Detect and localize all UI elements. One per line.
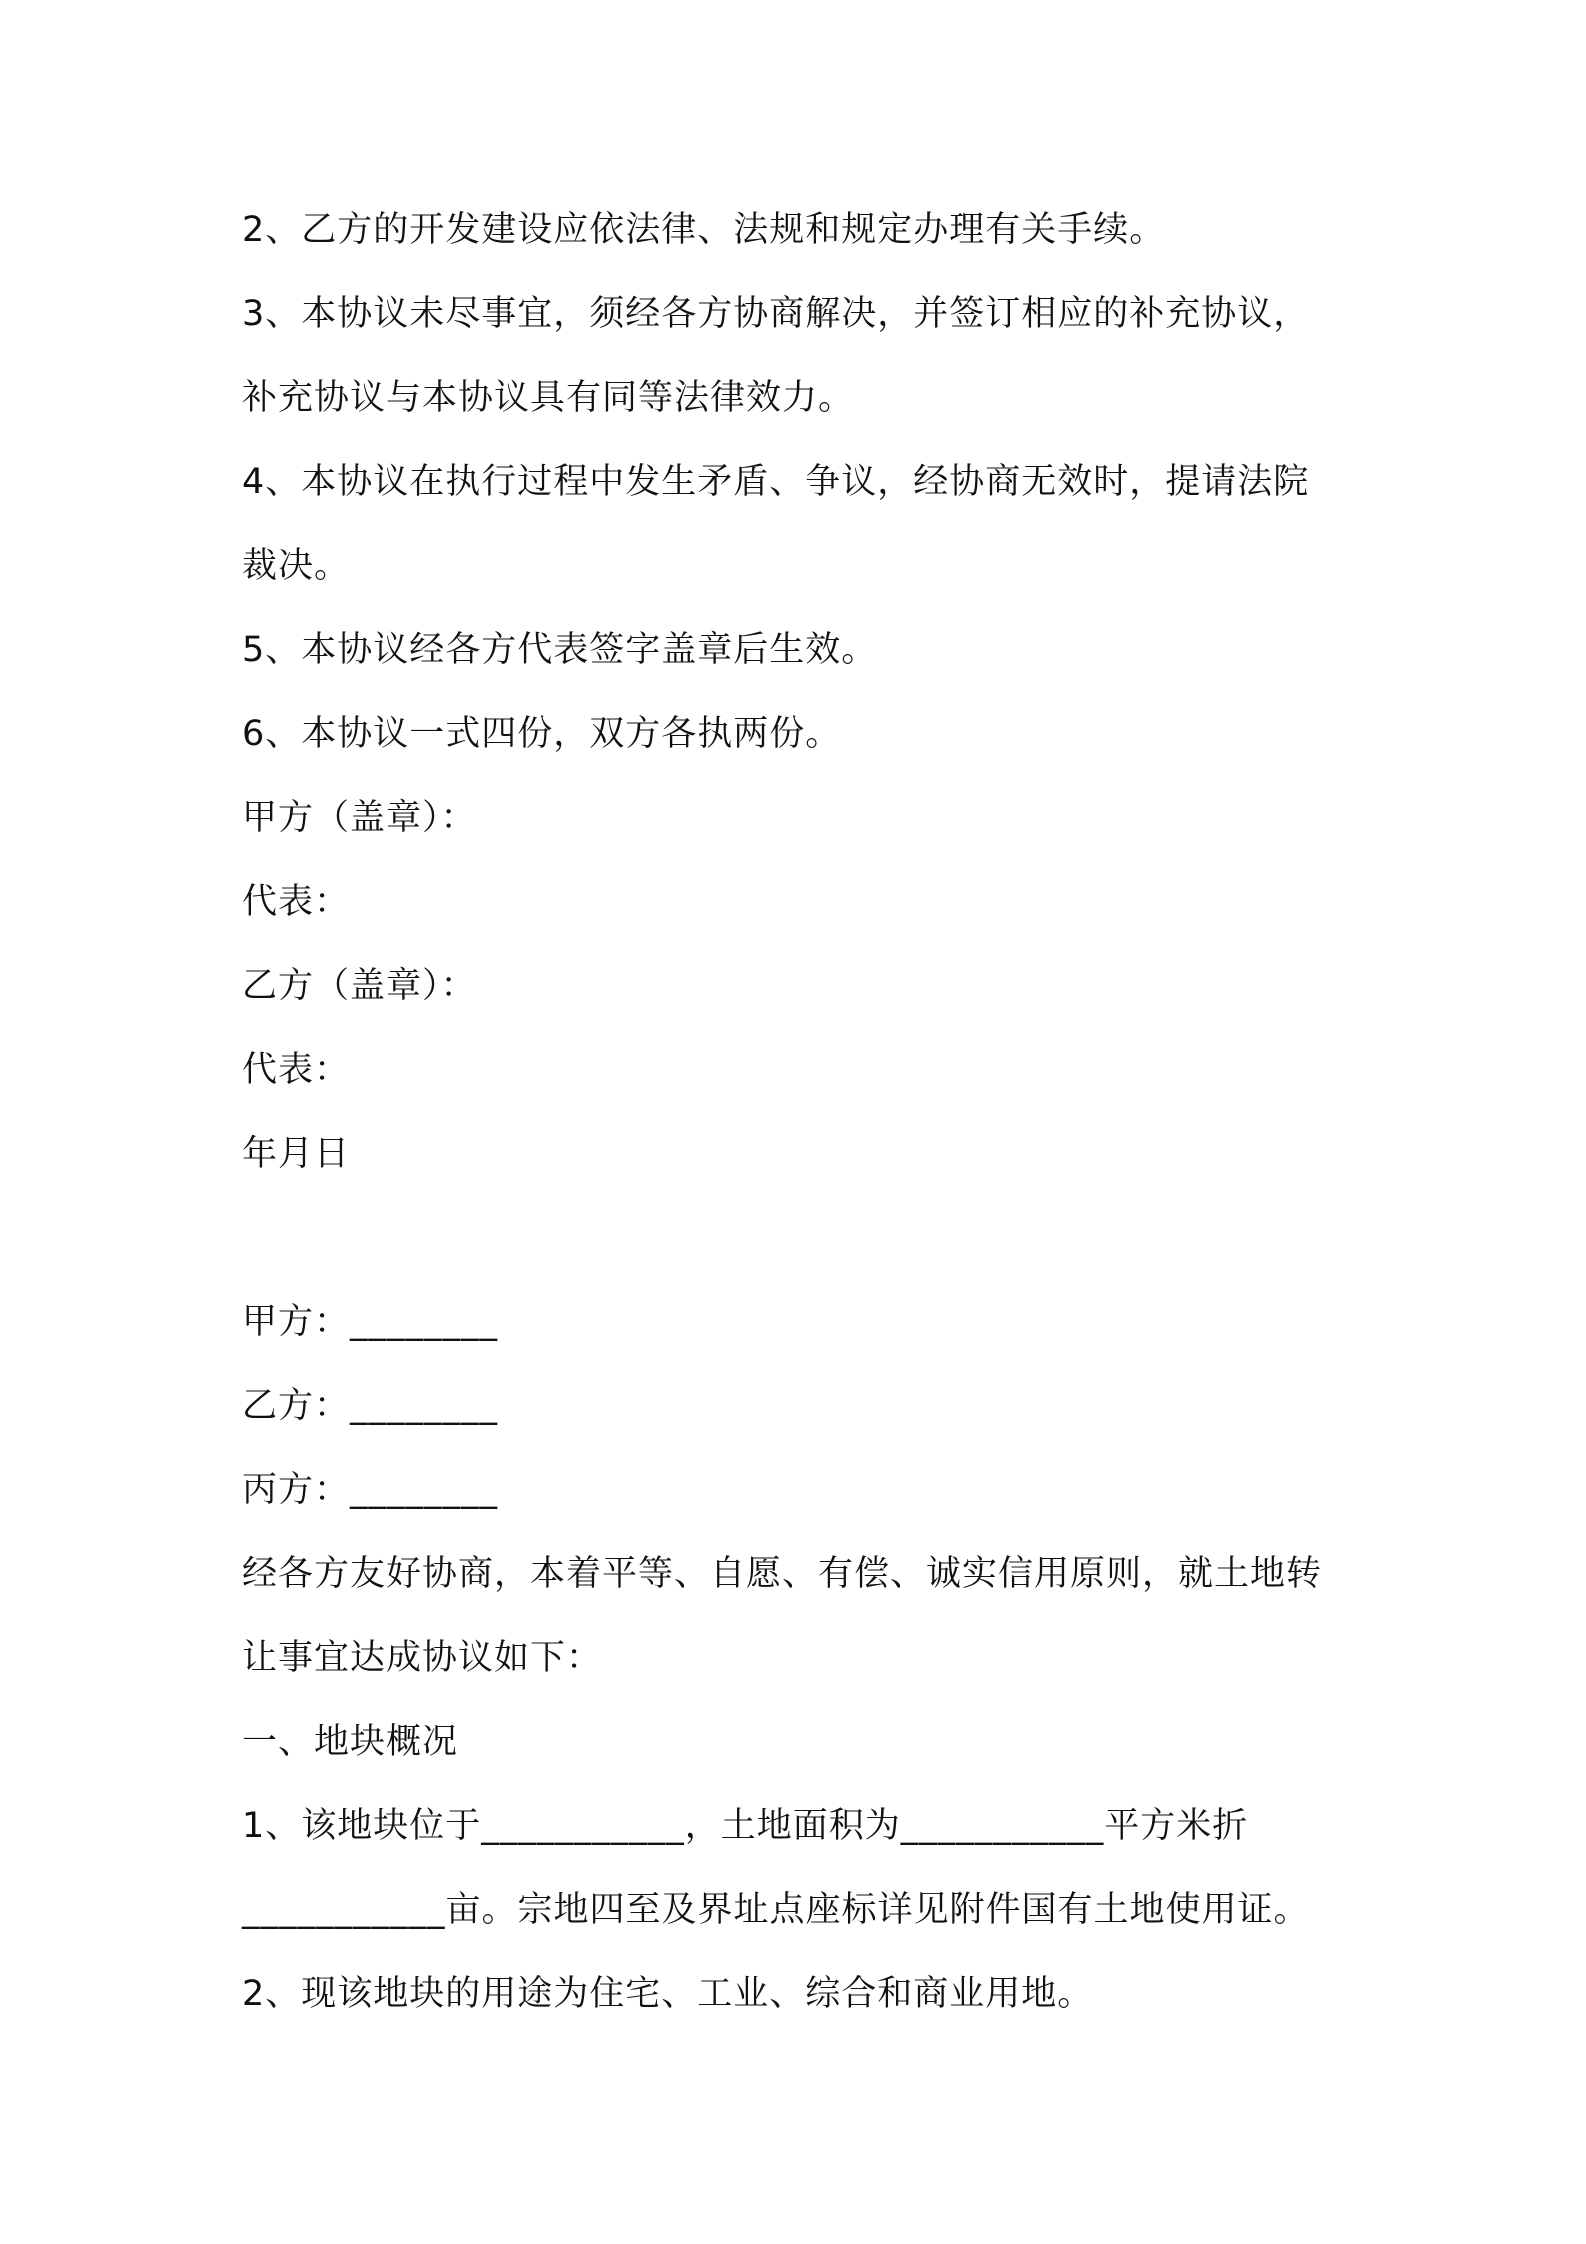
- party-b-representative-label: 代表：: [242, 1050, 351, 1090]
- preamble-line-2: 让事宜达成协议如下：: [242, 1638, 603, 1678]
- party-b-field: 乙方：________: [242, 1386, 499, 1426]
- section-1-item-1-line-1: 1、该地块位于___________，土地面积为___________平方米折: [242, 1806, 1249, 1846]
- party-b-seal-label: 乙方（盖章）：: [242, 966, 477, 1006]
- preamble-line-1: 经各方友好协商，本着平等、自愿、有偿、诚实信用原则，就土地转: [242, 1554, 1323, 1594]
- party-c-field: 丙方：________: [242, 1470, 499, 1510]
- clause-3-line-2: 补充协议与本协议具有同等法律效力。: [242, 378, 855, 418]
- clause-2: 2、乙方的开发建设应依法律、法规和规定办理有关手续。: [242, 210, 1166, 250]
- clause-4-line-2: 裁决。: [242, 546, 351, 586]
- clause-4-line-1: 4、本协议在执行过程中发生矛盾、争议，经协商无效时，提请法院: [242, 462, 1310, 502]
- clause-5: 5、本协议经各方代表签字盖章后生效。: [242, 630, 878, 670]
- date-label: 年月日: [242, 1134, 351, 1174]
- clause-6: 6、本协议一式四份，双方各执两份。: [242, 714, 842, 754]
- section-1-item-1-line-2: ___________亩。宗地四至及界址点座标详见附件国有土地使用证。: [242, 1890, 1310, 1930]
- clause-3-line-1: 3、本协议未尽事宜，须经各方协商解决，并签订相应的补充协议，: [242, 294, 1310, 334]
- section-1-heading: 一、地块概况: [242, 1722, 459, 1762]
- party-a-seal-label: 甲方（盖章）：: [242, 798, 477, 838]
- section-1-item-2: 2、现该地块的用途为住宅、工业、综合和商业用地。: [242, 1974, 1094, 2014]
- party-a-field: 甲方：________: [242, 1302, 499, 1342]
- party-a-representative-label: 代表：: [242, 882, 351, 922]
